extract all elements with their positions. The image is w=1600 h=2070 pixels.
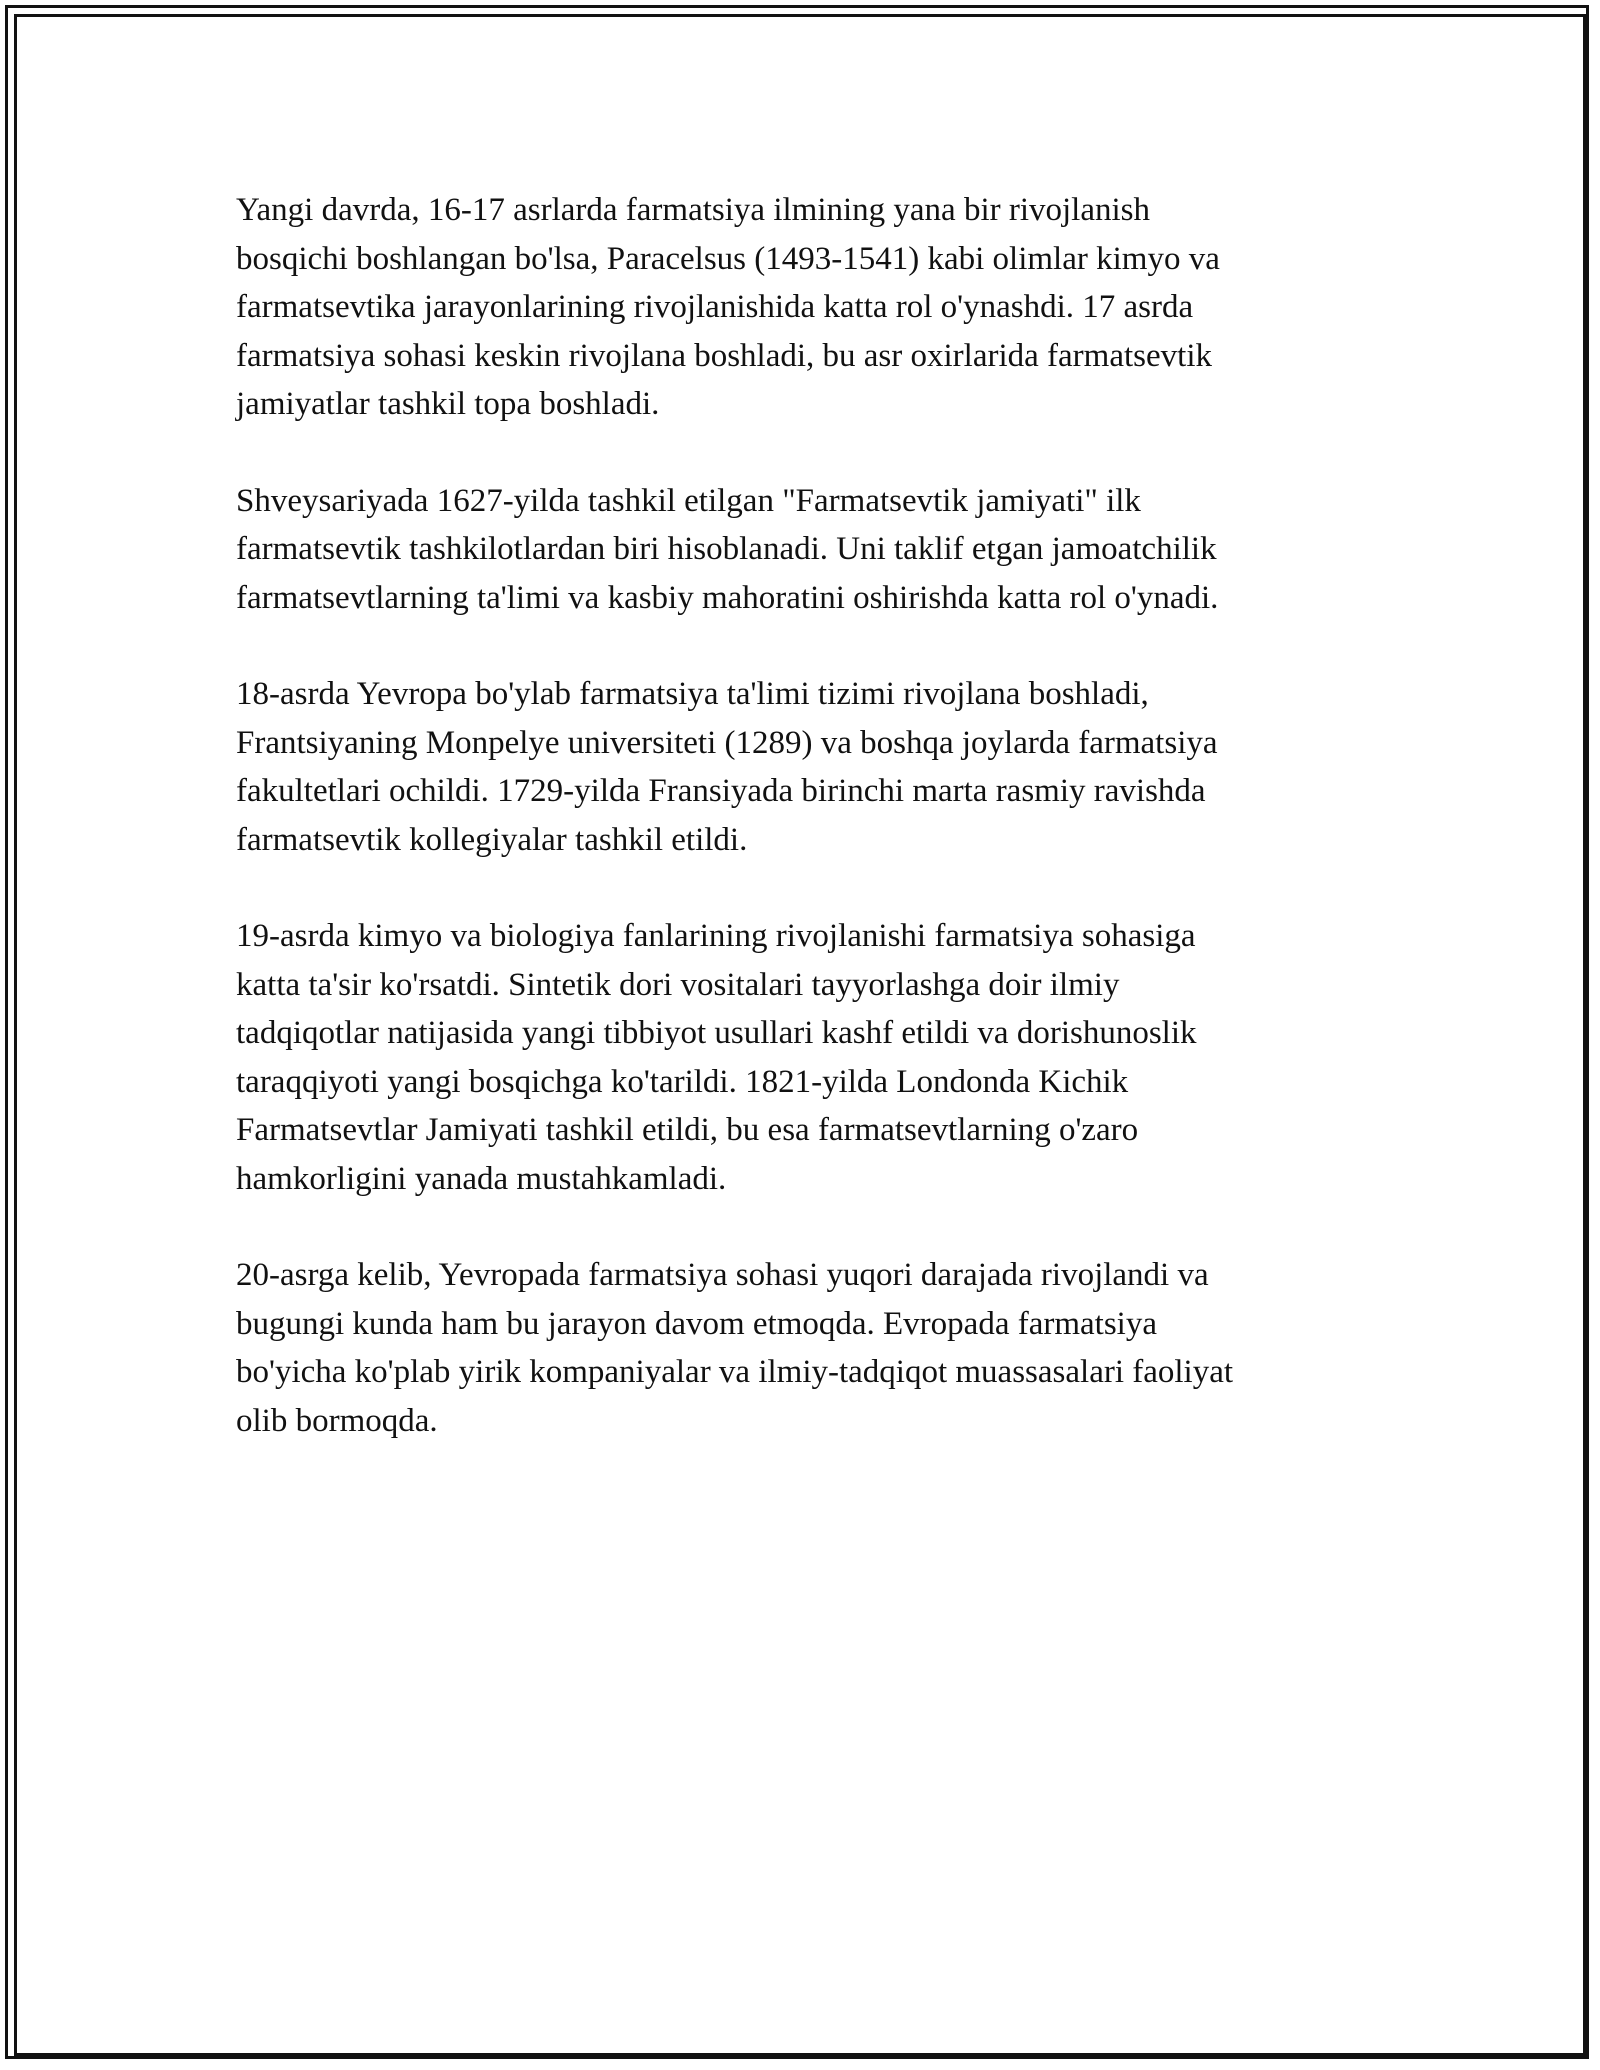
paragraph-5: 20-asrga kelib, Yevropada farmatsiya sohasi yuqori darajada rivojlandi va bugungi kunda ham bu jarayon davom etmoqda. Evropada farmatsiya bo'yicha ko'plab yirik kompaniyalar va ilmiy-tadqiqot muassasalari faoliyat olib bormoqda. (236, 1257, 1234, 1439)
paragraph-1: Yangi davrda, 16-17 asrlarda farmatsiya ilmining yana bir rivojlanish bosqichi boshlangan bo'lsa, Paracelsus (1493-1541) kabi olimlar kimyo va farmatsevtika jarayonlarining rivojlanishida katta rol o'ynashdi. 17 asrda farmatsiya sohasi keskin rivojlana boshladi, bu asr oxirlarida farmatsevtik jamiyatlar tashkil topa boshladi. (236, 192, 1220, 422)
paragraph-4: 19-asrda kimyo va biologiya fanlarining rivojlanishi farmatsiya sohasiga katta ta'sir ko'rsatdi. Sintetik dori vositalari tayyorlashga doir ilmiy tadqiqotlar natijasida yangi tibbiyot usullari kashf etildi va dorishunoslik taraqqiyoti yangi bosqichga ko'tarildi. 1821-yilda Londonda Kichik Farmatsevtlar Jamiyati tashkil etildi, bu esa farmatsevtlarning o'zaro hamkorligini yanada mustahkamladi. (236, 918, 1197, 1197)
document-body (236, 186, 1358, 1493)
paragraph-3: 18-asrda Yevropa bo'ylab farmatsiya ta'limi tizimi rivojlana boshladi, Frantsiyaning Monpelye universiteti (1289) va boshqa joylarda farmatsiya fakultetlari ochildi. 1729-yilda Fransiyada birinchi marta rasmiy ravishda farmatsevtik kollegiyalar tashkil etildi. (236, 676, 1218, 858)
paragraph-2: Shveysariyada 1627-yilda tashkil etilgan "Farmatsevtik jamiyati" ilk farmatsevtik tashkilotlardan biri hisoblanadi. Uni taklif etgan jamoatchilik farmatsevtlarning ta'limi va kasbiy mahoratini oshirishda katta rol o'ynadi. (236, 482, 1219, 616)
